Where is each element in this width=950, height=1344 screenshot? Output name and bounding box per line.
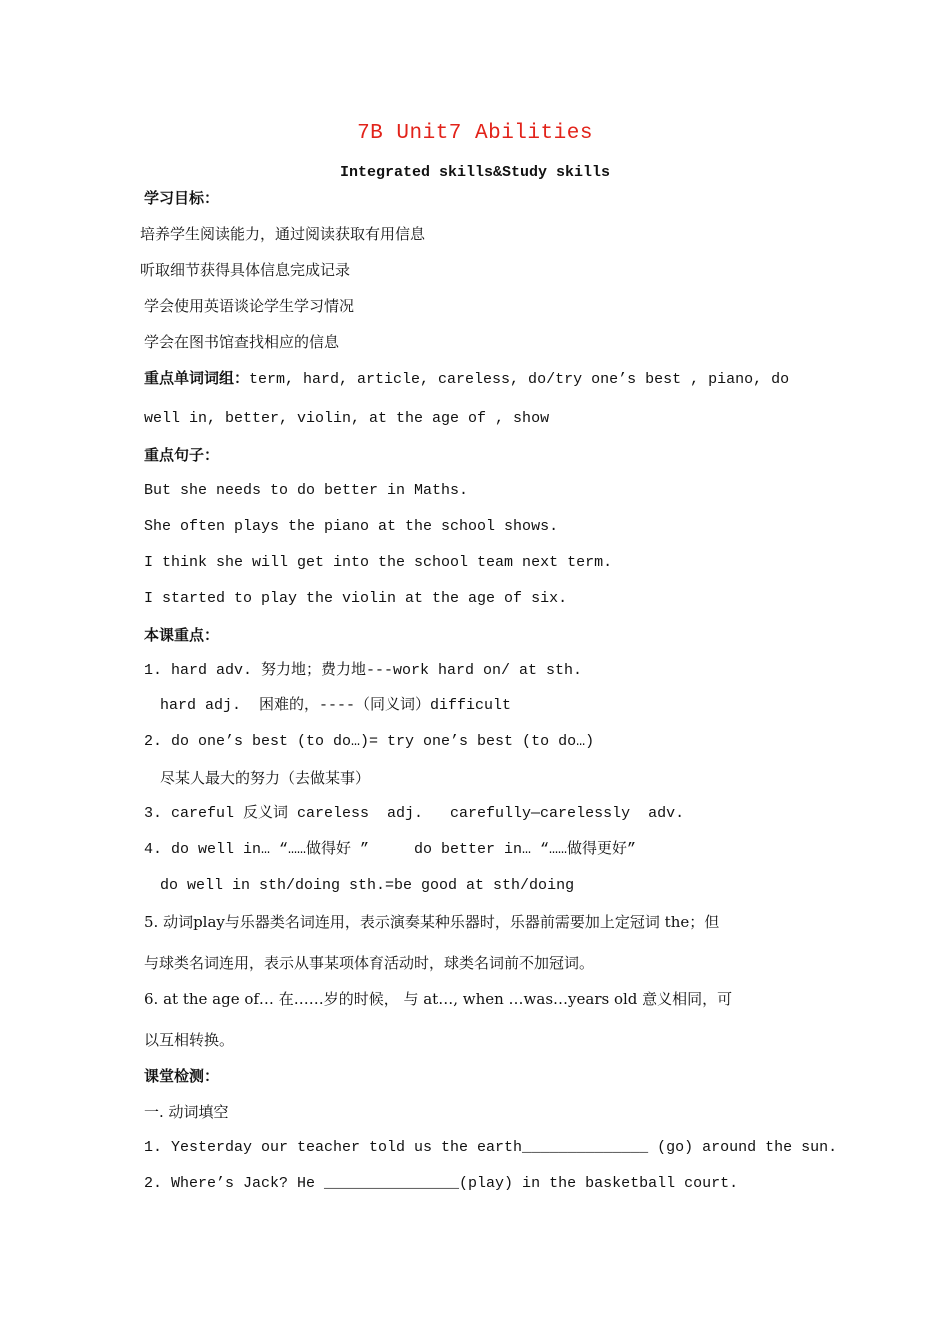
keypoints-heading: 本课重点： (144, 626, 220, 644)
vocab-words-1: term, hard, article, careless, do/try one’s best , piano, do (249, 371, 790, 388)
keypoint-line: 4. do well in… “……做得好 ” do better in… “……做得更好” (144, 841, 637, 858)
sentence-item: I started to play the violin at the age of six. (144, 590, 568, 607)
objective-item: 学会在图书馆查找相应的信息 (144, 333, 340, 351)
objective-item: 听取细节获得具体信息完成记录 (140, 261, 351, 279)
vocab-line (144, 368, 789, 390)
sentence-item: But she needs to do better in Maths. (144, 482, 469, 499)
keypoint-line: 与球类名词连用，表示从事某项体育活动时，球类名词前不加冠词。 (144, 954, 595, 972)
keypoint-line: 以互相转换。 (144, 1031, 235, 1049)
document-subtitle: Integrated skills&Study skills (339, 164, 611, 181)
sentence-item: She often plays the piano at the school shows. (144, 518, 559, 535)
keypoint-line: 6. at the age of… 在……岁的时候， 与 at…, when …was…years old 意义相同，可 (144, 990, 733, 1008)
exercise-item: 1. Yesterday our teacher told us the earth______________ (go) around the sun. (144, 1139, 838, 1156)
objectives-heading: 学习目标： (144, 189, 220, 207)
objective-item: 培养学生阅读能力，通过阅读获取有用信息 (140, 225, 426, 243)
keypoint-line: 5. 动词play与乐器类名词连用，表示演奏某种乐器时，乐器前需要加上定冠词 the；但 (144, 913, 720, 931)
vocab-heading: 重点单词词组： (144, 369, 250, 387)
document-title: 7B Unit7 Abilities (357, 122, 593, 145)
keypoint-line: 1. hard adv. 努力地；费力地---work hard on/ at sth. (144, 662, 583, 679)
exercise-item: 2. Where’s Jack? He _______________(play) in the basketball court. (144, 1175, 739, 1192)
sentence-item: I think she will get into the school team next term. (144, 554, 613, 571)
keypoint-line: 2. do one’s best (to do…)= try one’s best (to do…) (144, 733, 595, 750)
exercise-section: 一. 动词填空 (144, 1103, 229, 1121)
vocab-words-2: well in, better, violin, at the age of , show (144, 410, 550, 427)
keypoint-line: hard adj. 困难的，----（同义词）difficult (160, 697, 512, 714)
objective-item: 学会使用英语谈论学生学习情况 (144, 297, 355, 315)
keypoint-line: 3. careful 反义词 careless adj. carefully—carelessly adv. (144, 805, 685, 822)
exercise-heading: 课堂检测： (144, 1067, 220, 1085)
sentences-heading: 重点句子： (144, 446, 220, 464)
keypoint-line: do well in sth/doing sth.=be good at sth/doing (160, 877, 575, 894)
keypoint-line: 尽某人最大的努力（去做某事） (160, 769, 371, 787)
